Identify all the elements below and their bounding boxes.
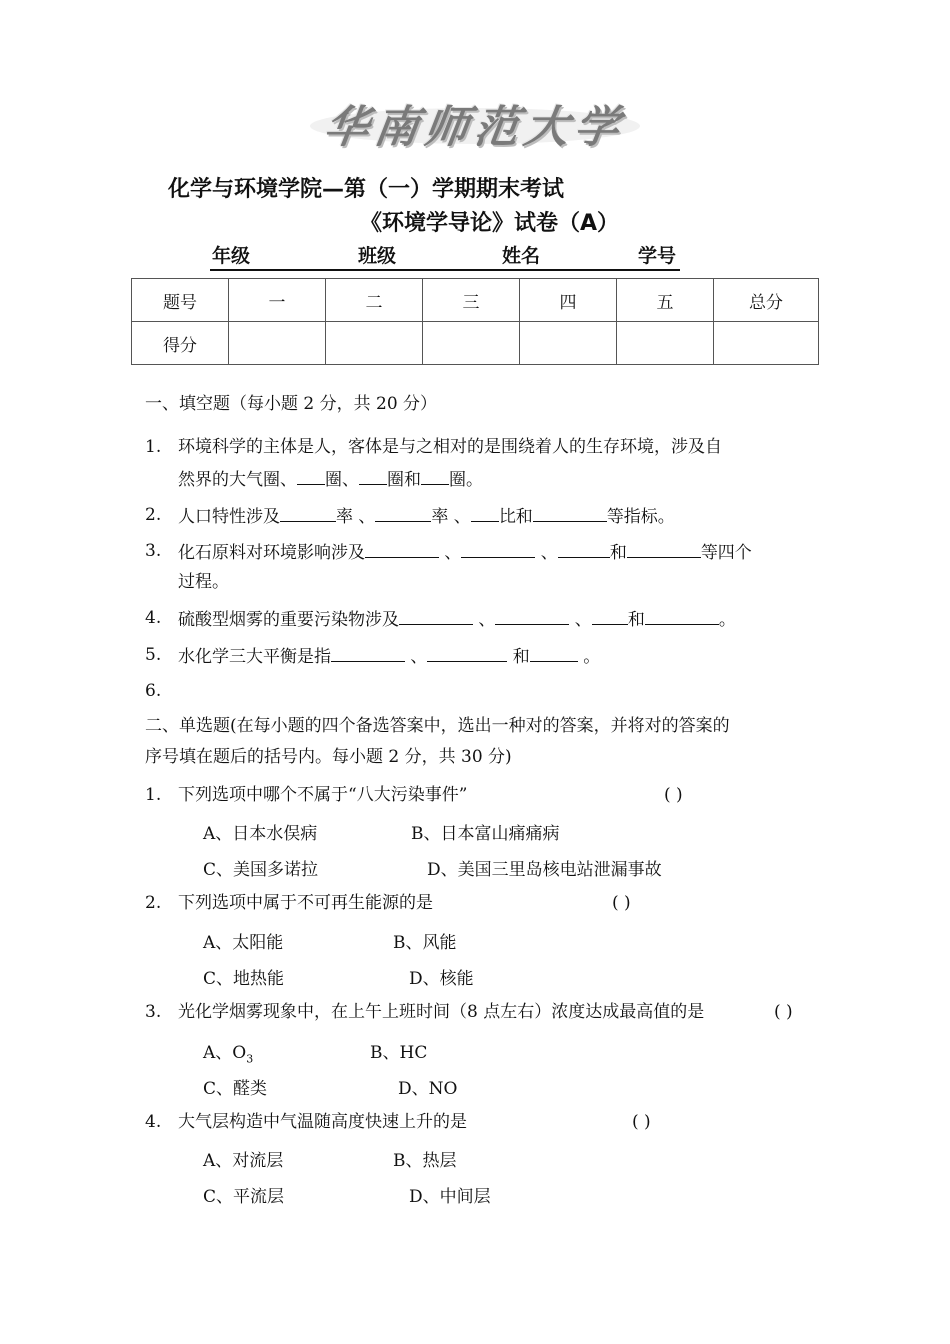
option-a: A、太阳能 bbox=[203, 933, 284, 953]
answer-blank[interactable] bbox=[365, 539, 439, 558]
question-text: 率 、 bbox=[336, 507, 376, 527]
question-text: 化石原料对环境影响涉及 bbox=[178, 543, 365, 563]
option-c: C、美国多诺拉 bbox=[203, 860, 319, 880]
question-number: 4. bbox=[145, 1112, 162, 1132]
question-text: 。 bbox=[718, 610, 736, 630]
option-d: D、核能 bbox=[409, 969, 474, 989]
question-line bbox=[178, 606, 736, 632]
answer-blank[interactable] bbox=[530, 643, 578, 662]
score-cell: 题号 bbox=[132, 279, 229, 322]
option-c: C、醛类 bbox=[203, 1079, 268, 1099]
question-text: 硫酸型烟雾的重要污染物涉及 bbox=[178, 610, 399, 630]
question-text: 下列选项中属于不可再生能源的是 bbox=[178, 893, 433, 913]
question-text: 水化学三大平衡是指 bbox=[178, 647, 331, 667]
score-table-header-row bbox=[132, 279, 819, 322]
section-heading-single-choice: 二、单选题(在每小题的四个备选答案中，选出一种对的答案，并将对的答案的 bbox=[145, 716, 730, 736]
field-student-id: 学号 bbox=[638, 245, 677, 267]
field-name: 姓名 bbox=[502, 245, 541, 267]
score-input-cell[interactable] bbox=[714, 322, 819, 365]
option-a: A、对流层 bbox=[203, 1151, 284, 1171]
question-text: 大气层构造中气温随高度快速上升的是 bbox=[178, 1112, 467, 1132]
question-text: 圈和 bbox=[387, 470, 421, 490]
question-text: 比和 bbox=[498, 507, 533, 527]
score-table bbox=[131, 278, 819, 365]
question-text: 。 bbox=[577, 647, 601, 667]
score-input-cell[interactable] bbox=[617, 322, 714, 365]
question-text: 、 bbox=[405, 647, 428, 667]
question-number: 4. bbox=[145, 608, 162, 628]
answer-blank[interactable] bbox=[645, 606, 719, 625]
option-c: C、地热能 bbox=[203, 969, 285, 989]
question-text: 人口特性涉及 bbox=[178, 507, 280, 527]
question-line bbox=[178, 539, 752, 565]
question-text: 率 、 bbox=[431, 507, 471, 527]
question-number: 1. bbox=[145, 785, 162, 805]
section-heading-single-choice-cont: 序号填在题后的括号内。每小题 2 分，共 30 分) bbox=[145, 747, 512, 767]
question-text: 、 bbox=[569, 610, 592, 630]
question-number: 2. bbox=[145, 505, 162, 525]
subscript: 3 bbox=[246, 1052, 254, 1066]
score-cell: 四 bbox=[520, 279, 617, 322]
field-grade: 年级 bbox=[212, 245, 251, 267]
option-b: B、日本富山痛痛病 bbox=[411, 824, 560, 844]
question-text: 和 bbox=[609, 543, 627, 563]
question-text: 下列选项中哪个不属于“八大污染事件” bbox=[178, 785, 468, 805]
score-table-score-row bbox=[132, 322, 819, 365]
question-line bbox=[178, 503, 675, 529]
answer-blank[interactable] bbox=[461, 539, 535, 558]
exam-title: 化学与环境学院—第（一）学期期末考试 bbox=[168, 177, 565, 202]
answer-blank[interactable] bbox=[421, 466, 449, 485]
question-text: 、 bbox=[439, 543, 462, 563]
question-number: 3. bbox=[145, 1002, 162, 1022]
option-b: B、风能 bbox=[393, 933, 457, 953]
answer-blank[interactable] bbox=[331, 643, 405, 662]
answer-blank[interactable] bbox=[427, 643, 507, 662]
question-text: 过程。 bbox=[178, 572, 229, 592]
university-logo bbox=[300, 92, 650, 154]
answer-blank[interactable] bbox=[495, 606, 569, 625]
answer-parentheses[interactable]: ( ) bbox=[664, 785, 683, 805]
score-input-cell[interactable] bbox=[326, 322, 423, 365]
answer-blank[interactable] bbox=[297, 466, 325, 485]
question-text: 等指标。 bbox=[606, 507, 675, 527]
answer-blank[interactable] bbox=[558, 539, 610, 558]
score-cell: 二 bbox=[326, 279, 423, 322]
question-text: 、 bbox=[535, 543, 558, 563]
score-cell: 总分 bbox=[714, 279, 819, 322]
answer-parentheses[interactable]: ( ) bbox=[774, 1002, 793, 1022]
answer-blank[interactable] bbox=[471, 503, 499, 522]
question-text: 环境科学的主体是人，客体是与之相对的是围绕着人的生存环境，涉及自 bbox=[178, 437, 722, 457]
question-text: 和 bbox=[627, 610, 645, 630]
answer-blank[interactable] bbox=[280, 503, 336, 522]
answer-blank[interactable] bbox=[533, 503, 607, 522]
question-text: 、 bbox=[473, 610, 496, 630]
exam-subtitle: 《环境学导论》试卷（A） bbox=[360, 211, 620, 236]
score-input-cell[interactable] bbox=[423, 322, 520, 365]
answer-blank[interactable] bbox=[359, 466, 387, 485]
option-d: D、美国三里岛核电站泄漏事故 bbox=[427, 860, 662, 880]
option-b: B、HC bbox=[370, 1043, 428, 1063]
answer-blank[interactable] bbox=[592, 606, 628, 625]
option-d: D、NO bbox=[398, 1079, 458, 1099]
score-input-cell[interactable] bbox=[520, 322, 617, 365]
option-c: C、平流层 bbox=[203, 1187, 285, 1207]
question-number: 2. bbox=[145, 893, 162, 913]
answer-blank[interactable] bbox=[375, 503, 431, 522]
question-text: 和 bbox=[507, 647, 530, 667]
question-number: 5. bbox=[145, 645, 162, 665]
answer-blank[interactable] bbox=[627, 539, 701, 558]
option-a: A、日本水俣病 bbox=[203, 824, 318, 844]
score-cell: 五 bbox=[617, 279, 714, 322]
question-number: 3. bbox=[145, 541, 162, 561]
logo-text: 华南师范大学 bbox=[320, 102, 628, 153]
option-b: B、热层 bbox=[393, 1151, 457, 1171]
answer-blank[interactable] bbox=[399, 606, 473, 625]
question-text: 圈。 bbox=[449, 470, 483, 490]
score-cell: 三 bbox=[423, 279, 520, 322]
answer-parentheses[interactable]: ( ) bbox=[612, 893, 631, 913]
option-d: D、中间层 bbox=[409, 1187, 491, 1207]
question-line bbox=[178, 643, 600, 669]
answer-parentheses[interactable]: ( ) bbox=[632, 1112, 651, 1132]
field-class: 班级 bbox=[358, 245, 397, 267]
option-a-text: A、O bbox=[203, 1043, 247, 1063]
option-a bbox=[203, 1038, 253, 1065]
question-text: 然界的大气圈、 bbox=[178, 470, 297, 490]
question-number: 6. bbox=[145, 681, 162, 701]
question-line bbox=[178, 466, 483, 492]
question-text: 光化学烟雾现象中，在上午上班时间（8 点左右）浓度达成最高值的是 bbox=[178, 1002, 705, 1022]
score-cell: 得分 bbox=[132, 322, 229, 365]
question-number: 1. bbox=[145, 437, 162, 457]
score-input-cell[interactable] bbox=[229, 322, 326, 365]
question-text: 圈、 bbox=[325, 470, 359, 490]
question-text: 等四个 bbox=[700, 543, 752, 563]
score-cell: 一 bbox=[229, 279, 326, 322]
student-info-line bbox=[210, 241, 680, 271]
section-heading-fill-in: 一、填空题（每小题 2 分，共 20 分） bbox=[145, 394, 438, 414]
